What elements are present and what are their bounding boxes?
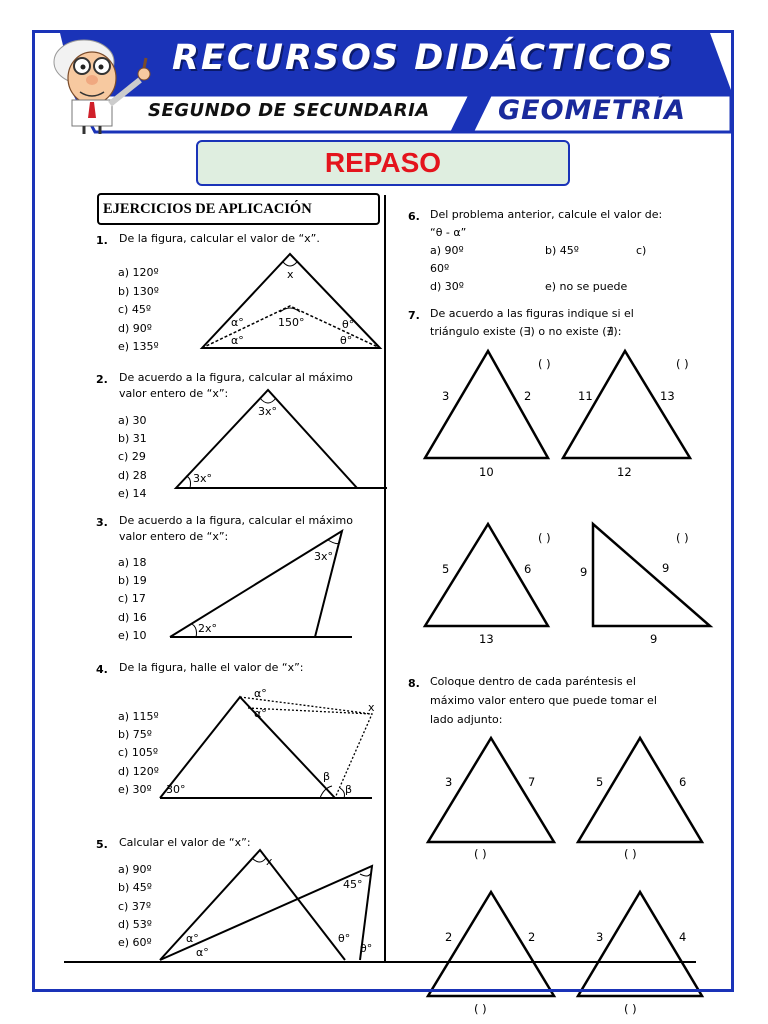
side-label: 2 xyxy=(528,930,536,944)
side-label: 6 xyxy=(524,562,532,576)
figure-label: α° xyxy=(186,932,199,945)
side-label: 3 xyxy=(445,775,453,789)
option: b) 45º xyxy=(118,881,152,894)
problem-text: De acuerdo a la figura, calcular al máximo xyxy=(119,371,353,384)
option: d) 16 xyxy=(118,611,147,624)
problem-number: 6. xyxy=(408,210,420,223)
problem-text: triángulo existe (∃) o no existe (∄): xyxy=(430,325,622,338)
option: e) 60º xyxy=(118,936,152,949)
figure-label: α° xyxy=(231,334,244,347)
option: b) 130º xyxy=(118,285,159,298)
option: e) 135º xyxy=(118,340,159,353)
figure-label: 150° xyxy=(278,316,305,329)
option: b) 31 xyxy=(118,432,147,445)
repaso-title: REPASO xyxy=(324,147,442,178)
problem-number: 1. xyxy=(96,234,108,247)
answer-parenthesis: ( ) xyxy=(474,847,487,861)
problem-number: 5. xyxy=(96,838,108,851)
figure-label: 45° xyxy=(343,878,363,891)
side-label: 9 xyxy=(580,565,588,579)
problem-text: De acuerdo a las figuras indique si el xyxy=(430,307,634,320)
side-label: 13 xyxy=(479,632,494,646)
answer-parenthesis: ( ) xyxy=(624,847,637,861)
header-title: RECURSOS DIDÁCTICOS xyxy=(172,38,675,78)
problem-text: Coloque dentro de cada paréntesis el xyxy=(430,675,636,688)
problem-number: 7. xyxy=(408,309,420,322)
option: a) 120º xyxy=(118,266,159,279)
figure-label: β xyxy=(345,783,353,796)
side-label: 2 xyxy=(445,930,453,944)
side-label: 2 xyxy=(524,389,532,403)
figure-label: α° xyxy=(196,946,209,959)
column-divider xyxy=(384,195,386,963)
answer-parenthesis: ( ) xyxy=(474,1002,487,1016)
option: c) 37º xyxy=(118,900,152,913)
figure-label: α° xyxy=(231,316,244,329)
figure-label: θ° xyxy=(342,318,355,331)
option: a) 30 xyxy=(118,414,147,427)
figure-label: θ° xyxy=(340,334,353,347)
problem-number: 2. xyxy=(96,373,108,386)
figure-label: θ° xyxy=(338,932,351,945)
option: e) 10 xyxy=(118,629,147,642)
problem-text: valor entero de “x”: xyxy=(119,387,229,400)
figure-label: θ° xyxy=(360,942,373,955)
option: e) no se puede xyxy=(545,280,628,293)
option: a) 18 xyxy=(118,556,147,569)
option: c) 29 xyxy=(118,450,146,463)
figure-label: x xyxy=(287,268,294,281)
side-label: 3 xyxy=(442,389,450,403)
figure-label: x xyxy=(368,701,375,714)
answer-parenthesis: ( ) xyxy=(676,357,689,371)
problem-text: Del problema anterior, calcule el valor de: xyxy=(430,208,663,221)
side-label: 13 xyxy=(660,389,675,403)
figure-label: β xyxy=(323,770,331,783)
answer-parenthesis: ( ) xyxy=(676,531,689,545)
option: d) 90º xyxy=(118,322,152,335)
problem-text: De la figura, halle el valor de “x”: xyxy=(119,661,304,674)
problem-text: De acuerdo a la figura, calcular el máximo xyxy=(119,514,353,527)
figure-label: 2x° xyxy=(198,622,218,635)
option: a) 90º xyxy=(118,863,152,876)
side-label: 5 xyxy=(596,775,604,789)
side-label: 5 xyxy=(442,562,450,576)
problem-text: Calcular el valor de “x”: xyxy=(119,836,251,849)
header-subtitle-grade: SEGUNDO DE SECUNDARIA xyxy=(148,100,430,121)
option: c) xyxy=(636,244,647,257)
section-heading-box xyxy=(97,193,380,225)
problem-text: De la figura, calcular el valor de “x”. xyxy=(119,232,320,245)
option: d) 120º xyxy=(118,765,159,778)
side-label: 9 xyxy=(650,632,658,646)
figure-label: x xyxy=(266,855,273,868)
side-label: 4 xyxy=(679,930,687,944)
side-label: 12 xyxy=(617,465,632,479)
side-label: 3 xyxy=(596,930,604,944)
option: d) 28 xyxy=(118,469,147,482)
figure-label: 3x° xyxy=(314,550,334,563)
side-label: 7 xyxy=(528,775,536,789)
option: c) 105º xyxy=(118,746,159,759)
answer-parenthesis: ( ) xyxy=(538,357,551,371)
section-title: EJERCICIOS DE APLICACIÓN xyxy=(103,201,312,217)
side-label: 11 xyxy=(578,389,593,403)
answer-parenthesis: ( ) xyxy=(538,531,551,545)
side-label: 6 xyxy=(679,775,687,789)
option: e) 30º xyxy=(118,783,152,796)
problem-text: “θ - α” xyxy=(430,226,467,239)
option: b) 19 xyxy=(118,574,147,587)
figure-label: 30° xyxy=(166,783,186,796)
option: 60º xyxy=(430,262,450,275)
option: a) 90º xyxy=(430,244,464,257)
repaso-banner xyxy=(196,140,570,186)
option: d) 30º xyxy=(430,280,464,293)
figure-label: 3x° xyxy=(193,472,213,485)
option: d) 53º xyxy=(118,918,152,931)
option: a) 115º xyxy=(118,710,159,723)
answer-parenthesis: ( ) xyxy=(624,1002,637,1016)
figure-label: α° xyxy=(254,687,267,700)
problem-number: 8. xyxy=(408,677,420,690)
problem-text: lado adjunto: xyxy=(430,713,503,726)
option: b) 45º xyxy=(545,244,579,257)
figure-label: 3x° xyxy=(258,405,278,418)
option: c) 45º xyxy=(118,303,152,316)
option: b) 75º xyxy=(118,728,152,741)
header-subtitle-subject: GEOMETRÍA xyxy=(498,95,687,126)
bottom-rule xyxy=(64,961,696,963)
option: e) 14 xyxy=(118,487,147,500)
problem-text: valor entero de “x”: xyxy=(119,530,229,543)
problem-number: 3. xyxy=(96,516,108,529)
side-label: 10 xyxy=(479,465,494,479)
option: c) 17 xyxy=(118,592,146,605)
side-label: 9 xyxy=(662,561,670,575)
figure-label: α° xyxy=(254,707,267,720)
problem-text: máximo valor entero que puede tomar el xyxy=(430,694,657,707)
problem-number: 4. xyxy=(96,663,108,676)
